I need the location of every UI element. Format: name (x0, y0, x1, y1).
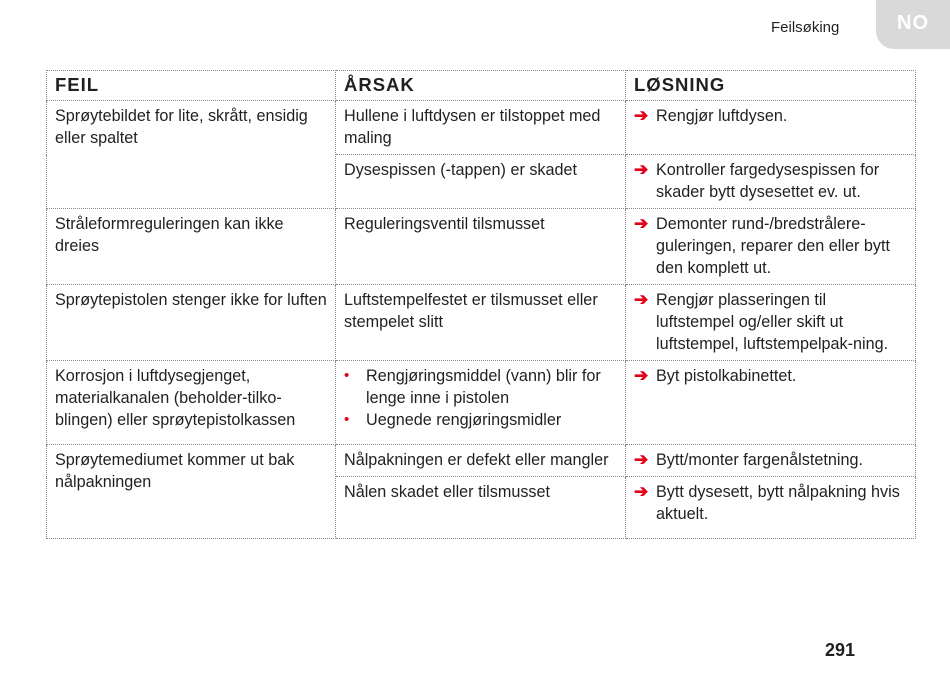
solution-text: Rengjør luftdysen. (656, 107, 788, 125)
solution-cell (626, 445, 916, 477)
solution-cell (626, 101, 916, 155)
bullet-icon: • (344, 411, 350, 428)
column-header-cause: ÅRSAK (336, 71, 626, 101)
solution-text: Demonter rund-/bredstrålere-guleringen, reparer den eller bytt den komplett ut. (656, 215, 890, 277)
language-tab: NO (876, 0, 950, 49)
fault-cell: Sprøytemediumet kommer ut bak nålpakningen (47, 445, 336, 539)
fault-cell: Stråleformreguleringen kan ikke dreies (47, 209, 336, 285)
column-header-solution: LØSNING (626, 71, 916, 101)
solution-cell (626, 285, 916, 361)
table-row (47, 445, 916, 477)
cause-cell: Nålpakningen er defekt eller mangler (336, 445, 626, 477)
troubleshooting-table (46, 70, 916, 539)
fault-cell: Korrosjon i luftdysegjenget, materialkanalen (beholder-tilko-blingen) eller sprøytepistolkassen (47, 361, 336, 445)
cause-cell: Dysespissen (-tappen) er skadet (336, 155, 626, 209)
arrow-right-icon: ➔ (634, 450, 649, 469)
solution-cell (626, 361, 916, 445)
solution-text: Bytt dysesett, bytt nålpakning hvis aktuelt. (656, 483, 900, 523)
cause-text: Rengjøringsmiddel (vann) blir for lenge inne i pistolen (366, 367, 601, 407)
cause-text: Uegnede rengjøringsmidler (366, 411, 562, 429)
cause-cell: Luftstempelfestet er tilsmusset eller stempelet slitt (336, 285, 626, 361)
fault-cell: Sprøytepistolen stenger ikke for luften (47, 285, 336, 361)
arrow-right-icon: ➔ (634, 214, 649, 233)
solution-cell (626, 477, 916, 539)
cause-cell: Reguleringsventil tilsmusset (336, 209, 626, 285)
cause-cell: Nålen skadet eller tilsmusset (336, 477, 626, 539)
arrow-right-icon: ➔ (634, 290, 649, 309)
page-number: 291 (825, 640, 856, 660)
cause-cell: Hullene i luftdysen er tilstoppet med maling (336, 101, 626, 155)
arrow-right-icon: ➔ (634, 160, 649, 179)
column-header-fault: FEIL (47, 71, 336, 101)
fault-cell: Sprøytebildet for lite, skrått, ensidig eller spaltet (47, 101, 336, 209)
cause-cell (336, 361, 626, 445)
arrow-right-icon: ➔ (634, 106, 649, 125)
solution-text: Rengjør plasseringen til luftstempel og/eller skift ut luftstempel, luftstempelpak-ning. (656, 291, 889, 353)
solution-cell (626, 155, 916, 209)
solution-cell (626, 209, 916, 285)
bullet-icon: • (344, 367, 350, 384)
cause-list (344, 365, 618, 431)
list-item (344, 409, 618, 431)
solution-text: Bytt/monter fargenålstetning. (656, 451, 863, 469)
arrow-right-icon: ➔ (634, 366, 649, 385)
page-header-title: Feilsøking (771, 19, 840, 36)
solution-text: Byt pistolkabinettet. (656, 367, 797, 385)
table-row (47, 285, 916, 361)
table-header-row (47, 71, 916, 101)
table-row (47, 361, 916, 445)
table-row (47, 101, 916, 155)
list-item (344, 365, 618, 409)
table-row (47, 209, 916, 285)
solution-text: Kontroller fargedysespissen for skader bytt dysesettet ev. ut. (656, 161, 880, 201)
arrow-right-icon: ➔ (634, 482, 649, 501)
